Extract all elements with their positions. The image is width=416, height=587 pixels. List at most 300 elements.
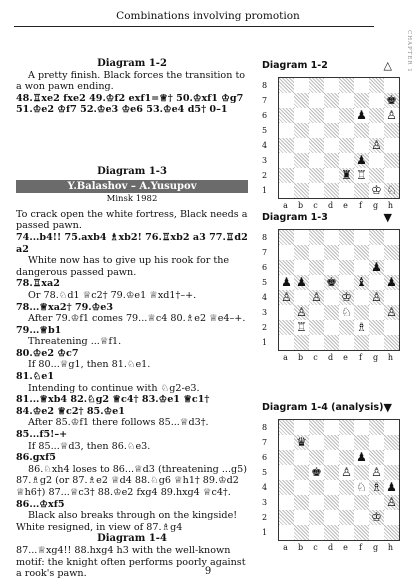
board-square-e6: [339, 108, 354, 123]
rank-label: 5: [262, 126, 268, 135]
file-labels: [278, 353, 398, 362]
board-square-c8: [309, 230, 324, 245]
board-square-b7: [294, 435, 309, 450]
file-label: c: [313, 201, 318, 210]
board-square-e7: [339, 435, 354, 450]
file-label: b: [297, 201, 304, 210]
move-line: 81.♘e1: [16, 371, 55, 383]
board-square-b7: [294, 93, 309, 108]
chess-piece-f5: ♝: [356, 275, 367, 289]
chess-board: [278, 77, 400, 199]
board-square-b4: [294, 480, 309, 495]
board-square-f7: [354, 245, 369, 260]
board-square-a2: [279, 168, 294, 183]
board-square-d6: [324, 108, 339, 123]
board-square-f4: [354, 290, 369, 305]
paragraph: After 85.♔f1 there follows 85...♕d3†.: [28, 417, 209, 429]
board-square-b8: [294, 420, 309, 435]
board-square-f1: [354, 335, 369, 350]
board-square-a7: [279, 245, 294, 260]
board-square-a3: [279, 305, 294, 320]
board-square-c1: [309, 335, 324, 350]
board-square-h3: [384, 153, 399, 168]
board-square-e5: [339, 123, 354, 138]
chess-piece-h7: ♚: [386, 93, 397, 107]
board-square-b3: [294, 153, 309, 168]
rank-label: 6: [262, 453, 268, 462]
board-square-h7: [384, 435, 399, 450]
players-banner: Y.Balashov – A.Yusupov: [16, 180, 248, 194]
chess-piece-g4: ♗: [371, 480, 382, 494]
board-square-c8: [309, 420, 324, 435]
file-label: a: [283, 353, 288, 362]
chess-piece-f6: ♟: [356, 450, 367, 464]
rank-label: 8: [262, 423, 268, 432]
chess-piece-f2: ♗: [356, 320, 367, 334]
file-label: b: [297, 543, 304, 552]
chess-piece-c4: ♙: [311, 290, 322, 304]
board-square-h2: [384, 320, 399, 335]
chess-piece-e5: ♙: [341, 465, 352, 479]
board-square-g4: [369, 138, 384, 153]
file-label: e: [343, 353, 348, 362]
board-square-e6: [339, 260, 354, 275]
board-square-a4: [279, 480, 294, 495]
paragraph: To crack open the white fortress, Black needs a passed pawn.: [16, 208, 248, 232]
board-square-b6: [294, 450, 309, 465]
diagram-title: [262, 60, 392, 74]
board-square-f8: [354, 230, 369, 245]
board-square-c4: [309, 480, 324, 495]
board-square-e1: [339, 183, 354, 198]
rank-label: 1: [262, 528, 268, 537]
board-square-b6: [294, 260, 309, 275]
board-square-a5: [279, 275, 294, 290]
chess-piece-h6: ♙: [386, 108, 397, 122]
file-label: c: [313, 543, 318, 552]
chess-piece-h4: ♟: [386, 480, 397, 494]
chess-piece-g5: ♙: [371, 465, 382, 479]
board-square-c7: [309, 435, 324, 450]
board-square-c3: [309, 305, 324, 320]
board-square-e8: [339, 230, 354, 245]
board-square-a8: [279, 230, 294, 245]
board-square-c3: [309, 495, 324, 510]
board-square-c5: [309, 123, 324, 138]
board-square-d5: [324, 123, 339, 138]
chess-piece-d5: ♚: [326, 275, 337, 289]
board-square-g4: [369, 480, 384, 495]
paragraph: Intending to continue with ♘g2-e3.: [28, 382, 200, 394]
board-square-e8: [339, 78, 354, 93]
board-square-f6: [354, 108, 369, 123]
board-square-d8: [324, 420, 339, 435]
rank-label: 1: [262, 338, 268, 347]
board-square-g2: [369, 168, 384, 183]
chapter-side-tab: CHAPTER 1: [406, 30, 412, 73]
board-square-a1: [279, 183, 294, 198]
board-square-b5: [294, 275, 309, 290]
board-square-g7: [369, 435, 384, 450]
board-square-h1: [384, 525, 399, 540]
board-square-e3: [339, 495, 354, 510]
file-label: f: [359, 543, 362, 552]
board-square-e5: [339, 465, 354, 480]
board-square-h2: [384, 168, 399, 183]
move-line: 86...♔xf5: [16, 498, 65, 510]
file-label: f: [359, 353, 362, 362]
board-square-d3: [324, 305, 339, 320]
board-square-g4: [369, 290, 384, 305]
move-line: 86.gxf5: [16, 452, 56, 464]
board-square-c1: [309, 525, 324, 540]
file-label: h: [387, 353, 394, 362]
rank-label: 2: [262, 323, 268, 332]
board-square-c6: [309, 450, 324, 465]
board-square-a1: [279, 525, 294, 540]
file-label: e: [343, 543, 348, 552]
chess-board: [278, 229, 400, 351]
board-square-f8: [354, 420, 369, 435]
move-line: 81...♕xb4 82.♘g2 ♕c4† 83.♔e1 ♕c1† 84.♔e2 ♕c2† 85.♔e1: [16, 394, 210, 417]
board-square-d7: [324, 93, 339, 108]
board-square-h7: [384, 245, 399, 260]
board-square-h5: [384, 275, 399, 290]
chess-piece-f3: ♟: [356, 153, 367, 167]
chess-piece-b2: ♖: [296, 320, 307, 334]
board-square-d5: [324, 465, 339, 480]
rank-label: 2: [262, 513, 268, 522]
rank-label: 5: [262, 278, 268, 287]
board-square-b8: [294, 230, 309, 245]
rank-label: 3: [262, 498, 268, 507]
board-square-h1: [384, 183, 399, 198]
board-square-e8: [339, 420, 354, 435]
board-square-a2: [279, 320, 294, 335]
header-rule: [14, 26, 374, 27]
rank-label: 4: [262, 293, 268, 302]
board-square-c6: [309, 108, 324, 123]
board-square-f4: [354, 138, 369, 153]
board-square-c2: [309, 320, 324, 335]
board-square-d8: [324, 230, 339, 245]
board-square-h2: [384, 510, 399, 525]
board-square-h7: [384, 93, 399, 108]
board-square-d6: [324, 450, 339, 465]
paragraph: 86.♘xh4 loses to 86...♕d3 (threatening ...g5) 87.♗g2 (or 87.♗e2 ♕d4 88.♘g6 ♕h1† 89.♔d2 ♕h6†) 87...♕c3† 88.♔e2 fxg4 89.hxg4 ♕c4†.: [16, 463, 247, 498]
board-square-e2: [339, 320, 354, 335]
diagram-title: [262, 402, 392, 416]
chess-board: [278, 419, 400, 541]
board-square-a8: [279, 420, 294, 435]
chess-piece-h1: ♘: [386, 183, 397, 197]
chess-piece-g6: ♟: [371, 260, 382, 274]
chess-piece-h5: ♟: [386, 275, 397, 289]
file-labels: [278, 543, 398, 552]
board-square-h6: [384, 108, 399, 123]
side-to-move-icon: △: [383, 59, 392, 72]
board-square-e7: [339, 245, 354, 260]
board-square-c2: [309, 510, 324, 525]
board-square-h8: [384, 78, 399, 93]
board-square-g1: [369, 525, 384, 540]
board-square-d8: [324, 78, 339, 93]
board-square-e5: [339, 275, 354, 290]
board-square-b2: [294, 320, 309, 335]
board-square-h4: [384, 480, 399, 495]
board-square-e7: [339, 93, 354, 108]
diagram-1-3-caption: Diagram 1-3: [97, 165, 167, 177]
move-line: 78...♕xa2† 79.♔e3: [16, 301, 114, 313]
diagram-1-2-caption: Diagram 1-2: [97, 58, 167, 69]
rank-label: 1: [262, 186, 268, 195]
move-line: 78.♖xa2: [16, 278, 60, 290]
board-square-a4: [279, 290, 294, 305]
board-square-b6: [294, 108, 309, 123]
file-label: d: [327, 543, 334, 552]
main-text-column: [16, 58, 248, 580]
board-square-a8: [279, 78, 294, 93]
board-square-f3: [354, 495, 369, 510]
board-square-d3: [324, 153, 339, 168]
board-square-g3: [369, 305, 384, 320]
board-square-e3: [339, 305, 354, 320]
rank-label: 6: [262, 263, 268, 272]
board-square-a6: [279, 450, 294, 465]
board-square-c5: [309, 275, 324, 290]
board-square-h6: [384, 450, 399, 465]
file-label: d: [327, 353, 334, 362]
rank-label: 5: [262, 468, 268, 477]
paragraph: After 79.♔f1 comes 79...♕c4 80.♗e2 ♕e4–+.: [28, 313, 246, 325]
event-line: Minsk 1982: [106, 194, 158, 205]
board-square-b4: [294, 138, 309, 153]
chess-piece-b3: ♙: [296, 305, 307, 319]
diagram-title-text: Diagram 1-2: [262, 60, 328, 71]
chess-board-area: [262, 416, 397, 552]
board-square-h1: [384, 335, 399, 350]
board-square-f3: [354, 305, 369, 320]
board-square-e2: [339, 510, 354, 525]
board-square-h8: [384, 230, 399, 245]
rank-label: 3: [262, 156, 268, 165]
board-square-h8: [384, 420, 399, 435]
board-square-g5: [369, 465, 384, 480]
rank-label: 8: [262, 81, 268, 90]
paragraph: A pretty finish. Black forces the transition to a won pawn ending.: [16, 69, 246, 93]
chess-piece-a4: ♙: [281, 290, 292, 304]
chess-piece-c5: ♚: [311, 465, 322, 479]
chess-piece-h3: ♙: [386, 305, 397, 319]
chess-board-area: [262, 226, 397, 362]
board-square-a1: [279, 335, 294, 350]
rank-labels: [262, 78, 270, 198]
move-line: 74...b4!! 75.axb4 ♗xb2! 76.♖xb2 a3 77.♖d2 a2: [16, 231, 248, 255]
paragraph: If 85...♕d3, then 86.♘e3.: [28, 440, 151, 452]
running-header: Combinations involving promotion: [116, 10, 300, 22]
board-square-f1: [354, 525, 369, 540]
chess-piece-b5: ♟: [296, 275, 307, 289]
paragraph: Threatening ...♕f1.: [28, 336, 122, 348]
move-line: 79...♕b1: [16, 324, 62, 336]
board-square-g2: [369, 510, 384, 525]
board-square-h4: [384, 138, 399, 153]
file-label: g: [372, 543, 379, 552]
file-label: e: [343, 201, 348, 210]
board-square-f2: [354, 320, 369, 335]
board-square-d4: [324, 138, 339, 153]
chess-piece-g4: ♙: [371, 138, 382, 152]
board-square-e2: [339, 168, 354, 183]
rank-label: 2: [262, 171, 268, 180]
rank-label: 8: [262, 233, 268, 242]
board-square-f7: [354, 93, 369, 108]
board-square-d7: [324, 245, 339, 260]
paragraph: If 80...♕g1, then 81.♘e1.: [28, 359, 151, 371]
chess-piece-e4: ♔: [341, 290, 352, 304]
board-square-d5: [324, 275, 339, 290]
board-square-f5: [354, 465, 369, 480]
board-square-a3: [279, 495, 294, 510]
board-square-b8: [294, 78, 309, 93]
board-square-g3: [369, 153, 384, 168]
diagram-1-2: [262, 59, 397, 210]
board-square-b5: [294, 123, 309, 138]
board-square-a7: [279, 435, 294, 450]
chess-piece-b7: ♛: [296, 435, 307, 449]
chess-piece-f4: ♘: [356, 480, 367, 494]
board-square-g1: [369, 335, 384, 350]
board-square-b1: [294, 183, 309, 198]
board-square-g3: [369, 495, 384, 510]
board-square-a5: [279, 465, 294, 480]
move-line: 80.♔e2 ♔c7: [16, 347, 79, 359]
board-square-b5: [294, 465, 309, 480]
file-label: f: [359, 201, 362, 210]
board-square-d1: [324, 525, 339, 540]
diagram-title-text: Diagram 1-3: [262, 212, 328, 223]
board-square-b3: [294, 495, 309, 510]
board-square-f5: [354, 123, 369, 138]
board-square-d2: [324, 320, 339, 335]
board-square-b2: [294, 510, 309, 525]
board-square-d3: [324, 495, 339, 510]
rank-label: 3: [262, 308, 268, 317]
board-square-g8: [369, 420, 384, 435]
board-square-d2: [324, 510, 339, 525]
paragraph: White now has to give up his rook for the dangerous passed pawn.: [16, 255, 230, 278]
chess-piece-g4: ♙: [371, 290, 382, 304]
board-square-g8: [369, 78, 384, 93]
paragraph: 87...♕xg4!! 88.hxg4 h3 with the well-known motif: the knight often performs poorly against a rook's pawn.: [16, 544, 246, 580]
board-square-c2: [309, 168, 324, 183]
board-square-f6: [354, 450, 369, 465]
board-square-g8: [369, 230, 384, 245]
side-to-move-icon: ▼: [383, 401, 392, 414]
board-square-d6: [324, 260, 339, 275]
paragraph: Or 78.♘d1 ♕c2† 79.♔e1 ♕xd1†–+.: [28, 289, 197, 301]
side-to-move-icon: ▼: [383, 211, 392, 224]
board-square-a7: [279, 93, 294, 108]
board-square-a6: [279, 260, 294, 275]
move-line: 48.♖xe2 fxe2 49.♔f2 exf1=♕† 50.♔xf1 ♔g7 51.♔e2 ♔f7 52.♔e3 ♔e6 53.♔e4 d5† 0–1: [16, 92, 244, 116]
board-square-h3: [384, 305, 399, 320]
board-square-g6: [369, 260, 384, 275]
board-square-c6: [309, 260, 324, 275]
chess-piece-g1: ♔: [371, 183, 382, 197]
rank-label: 7: [262, 438, 268, 447]
board-square-e4: [339, 290, 354, 305]
diagram-1-4: [262, 401, 397, 552]
board-square-f8: [354, 78, 369, 93]
board-square-g6: [369, 450, 384, 465]
board-square-f4: [354, 480, 369, 495]
chess-piece-h3: ♙: [386, 495, 397, 509]
board-square-d4: [324, 290, 339, 305]
board-square-d1: [324, 335, 339, 350]
board-square-h5: [384, 465, 399, 480]
board-square-g5: [369, 123, 384, 138]
rank-label: 7: [262, 248, 268, 257]
board-square-f2: [354, 510, 369, 525]
board-square-c3: [309, 153, 324, 168]
board-square-a3: [279, 153, 294, 168]
chess-piece-f6: ♟: [356, 108, 367, 122]
board-square-h4: [384, 290, 399, 305]
board-square-b3: [294, 305, 309, 320]
board-square-d7: [324, 435, 339, 450]
board-square-b1: [294, 335, 309, 350]
board-square-e3: [339, 153, 354, 168]
board-square-g2: [369, 320, 384, 335]
board-square-b7: [294, 245, 309, 260]
board-square-f2: [354, 168, 369, 183]
file-label: d: [327, 201, 334, 210]
file-label: h: [387, 201, 394, 210]
board-square-a2: [279, 510, 294, 525]
board-square-f3: [354, 153, 369, 168]
rank-label: 4: [262, 483, 268, 492]
board-square-f1: [354, 183, 369, 198]
chess-piece-a5: ♟: [281, 275, 292, 289]
board-square-f5: [354, 275, 369, 290]
board-square-b2: [294, 168, 309, 183]
rank-label: 6: [262, 111, 268, 120]
board-square-f6: [354, 260, 369, 275]
board-square-f7: [354, 435, 369, 450]
rank-labels: [262, 230, 270, 350]
board-square-g7: [369, 245, 384, 260]
file-label: a: [283, 201, 288, 210]
diagram-title-text: Diagram 1-4 (analysis): [262, 402, 384, 413]
chess-piece-g2: ♔: [371, 510, 382, 524]
diagram-1-3: [262, 211, 397, 362]
rank-label: 7: [262, 96, 268, 105]
board-square-c4: [309, 290, 324, 305]
board-square-h6: [384, 260, 399, 275]
board-square-e6: [339, 450, 354, 465]
board-square-g5: [369, 275, 384, 290]
file-label: g: [372, 201, 379, 210]
board-square-a5: [279, 123, 294, 138]
board-square-c4: [309, 138, 324, 153]
board-square-d4: [324, 480, 339, 495]
board-square-e4: [339, 480, 354, 495]
diagram-title: [262, 212, 392, 226]
board-square-a6: [279, 108, 294, 123]
chess-board-area: [262, 74, 397, 210]
board-square-c1: [309, 183, 324, 198]
